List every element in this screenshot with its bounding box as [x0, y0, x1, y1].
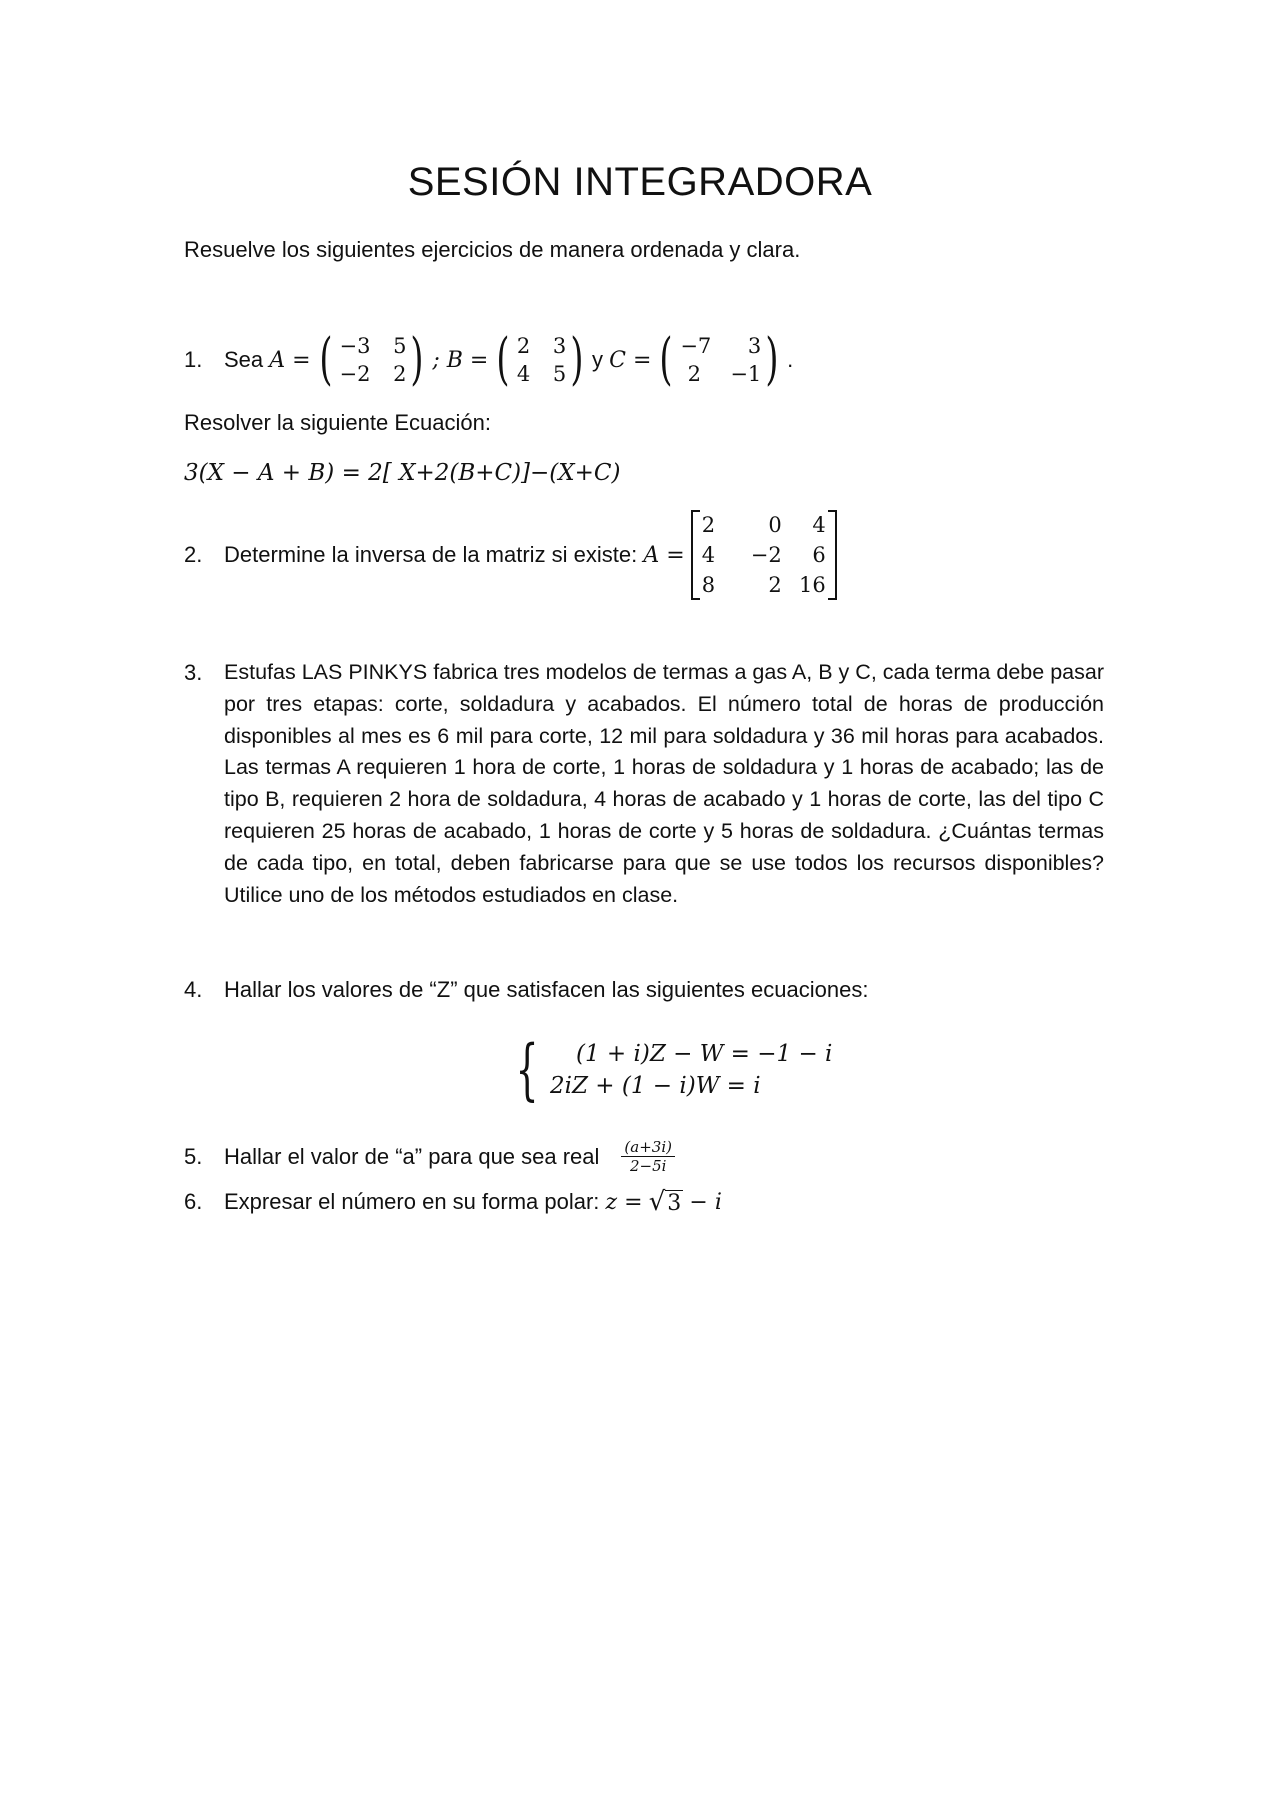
fraction-numerator: (a+3i) — [621, 1138, 675, 1157]
radical-icon: √ — [648, 1187, 666, 1217]
exercise-6-text: Expresar el número en su forma polar: — [224, 1189, 600, 1214]
matrix-c-label: C = — [609, 347, 652, 373]
exercise-1-prefix: Sea — [224, 347, 264, 372]
brace-icon: { — [515, 1031, 539, 1108]
matrix-cell: 4 — [516, 362, 531, 386]
exercise-number: 2. — [184, 542, 203, 567]
radicand: 3 — [667, 1191, 682, 1216]
matrix-cell: −3 — [339, 334, 371, 358]
matrix-cell: −1 — [730, 362, 762, 386]
matrix-cell: 2 — [393, 362, 407, 386]
matrix-b-label: ; B = — [432, 347, 489, 373]
exercise-1-end: . — [787, 347, 794, 372]
matrix-cell: 3 — [747, 334, 762, 358]
matrix-cell: 5 — [552, 362, 567, 386]
exercise-number: 4. — [184, 977, 203, 1002]
matrix-a-cells — [336, 332, 406, 388]
exercise-4 — [184, 977, 868, 1003]
matrix-a-label: A = — [269, 347, 311, 373]
exercise-number: 5. — [184, 1143, 203, 1169]
equation-system — [506, 1031, 833, 1108]
bracket-right — [828, 510, 837, 600]
matrix-b: ( 2 3 4 5 ) — [496, 327, 584, 392]
exercise-5 — [184, 1138, 675, 1175]
polar-rest: − i — [689, 1189, 722, 1215]
matrix-cell: 0 — [768, 513, 782, 537]
fraction — [621, 1138, 675, 1175]
exercise-number: 6. — [184, 1189, 203, 1214]
matrix-cell: 2 — [516, 334, 531, 358]
matrix-cell: 16 — [798, 573, 826, 597]
matrix-cell: 6 — [812, 543, 826, 567]
exercise-number: 3. — [184, 660, 203, 685]
matrix-label: A = — [643, 542, 685, 568]
matrix-cell: 4 — [812, 513, 826, 537]
matrix-cell: 5 — [393, 334, 407, 358]
conjunction: y — [592, 347, 604, 372]
exercise-1-equation: 3(X − A + B) = 2[ X+2(B+C)]−(X+C) — [184, 460, 621, 486]
matrix-a: ( −3 5 −2 2 ) — [318, 327, 424, 392]
system-equation-2: 2iZ + (1 − i)W = i — [550, 1073, 761, 1099]
exercise-1-instruction: Resolver la siguiente Ecuación: — [184, 410, 491, 435]
matrix-cell: 4 — [701, 543, 716, 567]
matrix-cell: 2 — [701, 513, 716, 537]
exercise-3-number-wrap — [184, 660, 224, 686]
matrix-cell: −2 — [750, 543, 782, 567]
matrix-cell: 3 — [552, 334, 567, 358]
matrix-cell: −7 — [680, 334, 712, 358]
matrix-cell: 2 — [768, 573, 782, 597]
exercise-3-text: Estufas LAS PINKYS fabrica tres modelos de termas a gas A, B y C, cada terma debe pasar por tres etapas: corte, soldadura y acabados. El número total de horas de producción disponibles al mes es 6 mil para corte, 12 mil para soldadura y 36 mil horas para acabados. Las termas A requieren 1 hora de corte, 1 horas de soldadura y 1 horas de acabado; las de tipo B, requieren 2 hora de soldadura, 4 horas de acabado y 1 horas de corte, las del tipo C requieren 25 horas de acabado, 1 horas de corte y 5 horas de soldadura. ¿Cuántas termas de cada tipo, en total, deben fabricarse para que se use todos los recursos disponibles? Utilice uno de los métodos estudiados en clase. — [224, 660, 1104, 907]
exercise-number: 1. — [184, 347, 203, 372]
exercise-1 — [184, 327, 794, 392]
matrix-cell: 8 — [701, 573, 716, 597]
inverse-matrix-cells — [700, 510, 828, 600]
exercise-5-text: Hallar el valor de “a” para que sea real — [224, 1143, 600, 1169]
system-equation-1: (1 + i)Z − W = −1 − i — [576, 1041, 833, 1067]
intro-text: Resuelve los siguientes ejercicios de manera ordenada y clara. — [184, 237, 801, 262]
polar-lhs: z = — [605, 1189, 643, 1215]
matrix-cell: 2 — [687, 362, 701, 386]
matrix-c-cells — [677, 332, 761, 388]
page-title: SESIÓN INTEGRADORA — [407, 160, 873, 204]
bracket-left — [691, 510, 700, 600]
matrix-b-cells — [514, 332, 566, 388]
square-root — [649, 1187, 684, 1217]
matrix-c: ( −7 3 2 −1 ) — [659, 327, 779, 392]
matrix-cell: −2 — [339, 362, 371, 386]
exercise-4-text: Hallar los valores de “Z” que satisfacen las siguientes ecuaciones: — [224, 977, 869, 1002]
inverse-matrix — [691, 510, 837, 600]
fraction-denominator: 2−5i — [629, 1157, 667, 1175]
exercise-2 — [184, 510, 837, 600]
exercise-6 — [184, 1187, 722, 1217]
exercise-2-text: Determine la inversa de la matriz si existe: — [224, 542, 638, 567]
